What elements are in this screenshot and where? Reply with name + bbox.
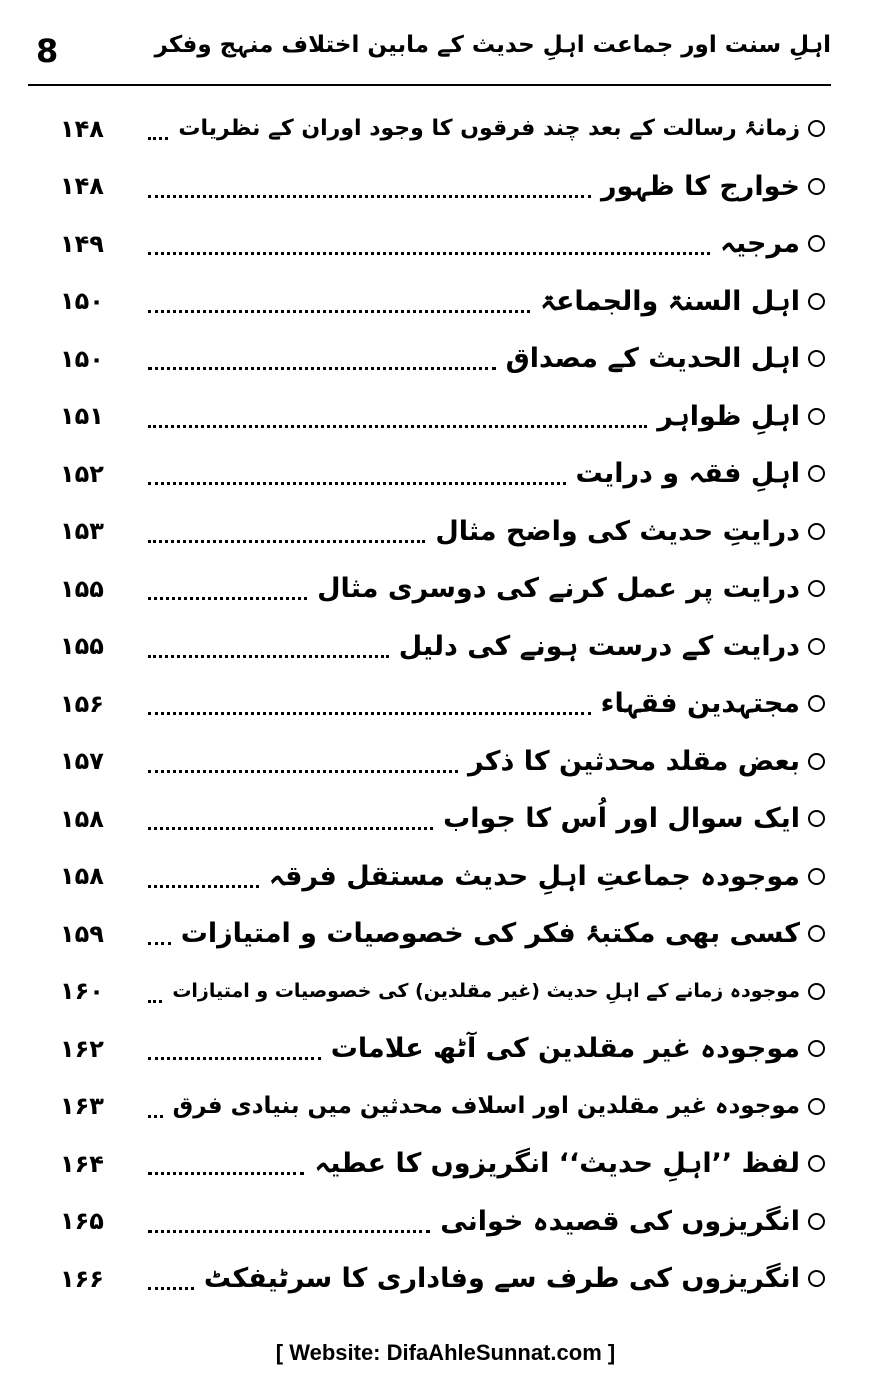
dot-leader xyxy=(148,252,710,255)
toc-entry-title: درایت کے درست ہونے کی دلیل xyxy=(398,630,800,662)
toc-entry-title: انگریزوں کی طرف سے وفاداری کا سرٹیفکٹ xyxy=(203,1263,800,1295)
dot-leader xyxy=(148,827,433,830)
toc-entry-page: ۱۵۲ xyxy=(60,459,104,488)
circle-bullet-icon xyxy=(808,465,825,482)
toc-entry-page: ۱۶۶ xyxy=(60,1264,104,1293)
toc-entry-title: اہل السنۃ والجماعۃ xyxy=(540,285,800,317)
toc-entry-title: انگریزوں کی قصیدہ خوانی xyxy=(440,1205,800,1237)
circle-bullet-icon xyxy=(808,523,825,540)
toc-entry xyxy=(60,790,825,848)
toc-entry xyxy=(60,1135,825,1193)
toc-entry-page: ۱۵۷ xyxy=(60,747,104,776)
toc-entry-title: اہلِ فقہ و درایت xyxy=(575,458,800,490)
toc-entry-title: لفظ ’’اہلِ حدیث‘‘ انگریزوں کا عطیہ xyxy=(314,1148,800,1180)
dot-leader xyxy=(148,540,425,543)
circle-bullet-icon xyxy=(808,178,825,195)
toc-entry-page: ۱۶۲ xyxy=(60,1034,104,1063)
toc-entry-page: ۱۵۸ xyxy=(60,862,104,891)
toc-entry xyxy=(60,618,825,676)
toc-entry-page: ۱۵۱ xyxy=(60,402,104,431)
toc-entry-page: ۱۵۸ xyxy=(60,804,104,833)
circle-bullet-icon xyxy=(808,810,825,827)
page-number: 8 xyxy=(36,32,59,70)
toc-entry-title: اہلِ ظواہر xyxy=(657,400,800,432)
toc-entry xyxy=(60,675,825,733)
toc-entry-title: مجتہدین فقہاء xyxy=(600,688,800,720)
circle-bullet-icon xyxy=(808,925,825,942)
toc-entry-title: موجودہ جماعتِ اہلِ حدیث مستقل فرقہ xyxy=(268,860,800,892)
circle-bullet-icon xyxy=(808,868,825,885)
dot-leader xyxy=(148,770,458,773)
toc-entry-title: زمانۂ رسالت کے بعد چند فرقوں کا وجود اوران کے نظریات xyxy=(178,116,800,142)
toc-entry-title: درایتِ حدیث کی واضح مثال xyxy=(435,515,800,547)
toc-entry xyxy=(60,1020,825,1078)
website-footer: [ Website: DifaAhleSunnat.com ] xyxy=(275,1340,616,1365)
toc-entry-page: ۱۵۵ xyxy=(60,574,104,603)
circle-bullet-icon xyxy=(808,408,825,425)
dot-leader xyxy=(148,885,259,888)
circle-bullet-icon xyxy=(808,1213,825,1230)
toc-entry xyxy=(60,273,825,331)
circle-bullet-icon xyxy=(808,1040,825,1057)
dot-leader xyxy=(148,597,307,600)
circle-bullet-icon xyxy=(808,753,825,770)
toc-entry-title: درایت پر عمل کرنے کی دوسری مثال xyxy=(317,573,800,605)
toc-entry xyxy=(60,963,825,1021)
toc-entry xyxy=(60,100,825,158)
toc-entry xyxy=(60,733,825,791)
toc-entry-title: ایک سوال اور اُس کا جواب xyxy=(443,803,800,835)
toc-entry xyxy=(60,1250,825,1308)
toc-entry-page: ۱۴۸ xyxy=(60,114,104,143)
circle-bullet-icon xyxy=(808,1270,825,1287)
toc-entry-page: ۱۵۰ xyxy=(60,344,104,373)
circle-bullet-icon xyxy=(808,983,825,1000)
toc-entry xyxy=(60,503,825,561)
toc-entry-page: ۱۵۵ xyxy=(60,632,104,661)
dot-leader xyxy=(148,137,168,140)
toc-entry xyxy=(60,848,825,906)
toc-entry-page: ۱۴۹ xyxy=(60,229,104,258)
toc-entry-page: ۱۶۳ xyxy=(60,1092,104,1121)
toc-entry-title: کسی بھی مکتبۂ فکر کی خصوصیات و امتیازات xyxy=(180,918,800,950)
dot-leader xyxy=(148,425,647,428)
dot-leader xyxy=(148,310,530,313)
toc-entry-title: مرجیہ xyxy=(720,228,800,260)
dot-leader xyxy=(148,367,496,370)
dot-leader xyxy=(148,195,591,198)
circle-bullet-icon xyxy=(808,580,825,597)
page-header xyxy=(28,28,831,86)
dot-leader xyxy=(148,655,389,658)
dot-leader xyxy=(148,712,591,715)
toc-entry-page: ۱۵۹ xyxy=(60,919,104,948)
page-title: اہلِ سنت اور جماعت اہلِ حدیث کے مابین اختلاف منہج وفکر xyxy=(154,32,831,58)
circle-bullet-icon xyxy=(808,1155,825,1172)
table-of-contents xyxy=(60,100,825,1308)
toc-entry-page: ۱۵۰ xyxy=(60,287,104,316)
circle-bullet-icon xyxy=(808,1098,825,1115)
toc-entry xyxy=(60,905,825,963)
toc-entry-page: ۱۴۸ xyxy=(60,172,104,201)
toc-entry xyxy=(60,1193,825,1251)
toc-entry xyxy=(60,158,825,216)
toc-entry xyxy=(60,388,825,446)
circle-bullet-icon xyxy=(808,235,825,252)
toc-entry xyxy=(60,445,825,503)
dot-leader xyxy=(148,942,171,945)
toc-entry-page: ۱۵۶ xyxy=(60,689,104,718)
dot-leader xyxy=(148,1057,321,1060)
dot-leader xyxy=(148,1000,162,1003)
toc-entry-page: ۱۵۳ xyxy=(60,517,104,546)
toc-entry-title: اہل الحدیث کے مصداق xyxy=(505,343,800,375)
toc-entry xyxy=(60,330,825,388)
toc-entry xyxy=(60,215,825,273)
toc-entry-page: ۱۶۵ xyxy=(60,1207,104,1236)
toc-entry-page: ۱۶۴ xyxy=(60,1149,104,1178)
circle-bullet-icon xyxy=(808,350,825,367)
toc-entry xyxy=(60,1078,825,1136)
dot-leader xyxy=(148,1115,163,1118)
toc-entry-title: موجودہ غیر مقلدین کی آٹھ علامات xyxy=(330,1033,800,1065)
circle-bullet-icon xyxy=(808,638,825,655)
dot-leader xyxy=(148,1172,304,1175)
circle-bullet-icon xyxy=(808,293,825,310)
toc-entry-page: ۱۶۰ xyxy=(60,977,104,1006)
dot-leader xyxy=(148,482,566,485)
toc-entry-title: بعض مقلد محدثین کا ذکر xyxy=(467,745,800,777)
toc-entry-title: خوارج کا ظہور xyxy=(600,170,800,202)
toc-entry-title: موجودہ غیر مقلدین اور اسلاف محدثین میں بنیادی فرق xyxy=(172,1093,800,1120)
toc-entry xyxy=(60,560,825,618)
dot-leader xyxy=(148,1287,194,1290)
toc-entry-title: موجودہ زمانے کے اہلِ حدیث (غیر مقلدین) کی خصوصیات و امتیازات xyxy=(172,980,800,1003)
circle-bullet-icon xyxy=(808,695,825,712)
circle-bullet-icon xyxy=(808,120,825,137)
dot-leader xyxy=(148,1230,430,1233)
